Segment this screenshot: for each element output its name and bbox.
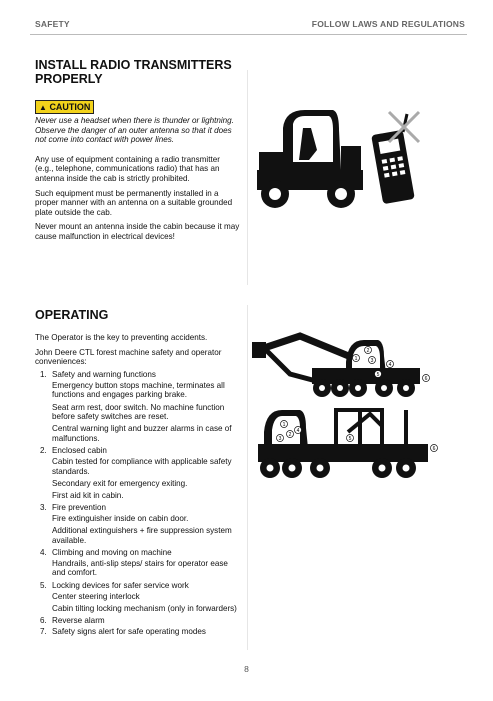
list-item [35,370,240,380]
list-item-number: 3. [40,502,47,512]
list-item-number: 4. [40,547,47,557]
list-item-number: 5. [40,580,47,590]
list-item-number: 2. [40,445,47,455]
list-item-title: Locking devices for safer service work [52,580,189,590]
list-item-detail: Additional extinguishers + fire suppression system available. [52,526,232,545]
title-line-2: PROPERLY [35,72,103,86]
list-item [35,503,240,513]
list-item [35,446,240,456]
harvester-icon [252,336,420,397]
section-operating [35,308,240,638]
list-item-number: 6. [40,615,47,625]
callout-5: 5 [348,435,352,442]
paragraph: Any use of equipment containing a radio transmitter (e.g., telephone, communications radio) that has an antenna inside the cab is strictly prohibited. [35,154,220,183]
list-item [35,581,240,591]
header-section-label: SAFETY [35,19,70,29]
callout-2: 2 [366,347,370,354]
list-item-title: Climbing and moving on machine [52,547,172,557]
callout-4: 4 [388,361,392,368]
callout-1: 1 [354,355,358,362]
list-item-detail: Fire extinguisher inside on cabin door. [52,514,189,523]
list-item-detail: Secondary exit for emergency exiting. [52,478,188,488]
list-item-title: Fire prevention [52,502,106,512]
list-item-number: 7. [40,626,47,636]
section-title [35,58,240,86]
column-divider [247,305,248,650]
list-item-detail: Cabin tested for compliance with applicable safety standards. [52,457,232,476]
list-item [35,616,240,626]
list-item-title: Enclosed cabin [52,445,107,455]
list-item-detail: First aid kit in cabin. [52,490,124,500]
page-number: 8 [244,664,249,674]
list-item-detail: Emergency button stops machine, terminates all functions and engages parking brake. [52,380,225,400]
title-line-1: INSTALL RADIO TRANSMITTERS [35,58,232,72]
callout-5: 5 [376,371,380,378]
intro-paragraph: John Deere CTL forest machine safety and operator conveniences: [35,347,222,367]
list-item-title: Reverse alarm [52,615,105,625]
header-divider [30,34,467,35]
warning-triangle-icon: ▲ [39,103,47,112]
paragraph: Such equipment must be permanently installed in a proper manner with an antenna on a suitable grounded plate outside the cab. [35,188,233,217]
intro-paragraph: The Operator is the key to preventing accidents. [35,333,208,342]
callout-6: 6 [432,445,436,452]
list-item-detail: Cabin tilting locking mechanism (only in forwarders) [52,603,237,613]
column-divider [247,70,248,285]
page-header [0,0,493,36]
forest-machine-cab-icon [257,110,363,208]
list-item [35,548,240,558]
list-item-number: 1. [40,369,47,379]
list-item-detail: Handrails, anti-slip steps/ stairs for operator ease and comfort. [52,558,228,578]
paragraph: Never mount an antenna inside the cabin because it may cause malfunction in electrical devices! [35,222,240,241]
callout-3: 3 [370,357,374,364]
list-item-title: Safety signs alert for safe operating modes [52,626,206,636]
section-radio-transmitters [35,58,240,247]
callout-4: 4 [296,427,300,434]
callout-1: 1 [282,421,286,428]
caution-label: CAUTION [49,102,91,112]
list-item-detail: Center steering interlock [52,591,140,601]
list-item-detail: Central warning light and buzzer alarms in case of malfunctions. [52,424,232,443]
list-item-detail: Seat arm rest, door switch. No machine function before safety switches are reset. [52,402,225,422]
callout-3: 3 [278,435,282,442]
section-title: OPERATING [35,308,109,322]
mobile-phone-icon [371,114,415,204]
caution-badge [35,100,94,114]
caution-text: Never use a headset when there is thunder or lightning. Observe the danger of an outer antenna so that it does not come into contact with power lines. [35,116,234,145]
list-item-title: Safety and warning functions [52,369,156,379]
list-item [35,627,240,637]
harvester-and-forwarder-illustration [250,328,440,478]
safety-features-list [35,370,240,637]
header-chapter-label: FOLLOW LAWS AND REGULATIONS [311,19,465,29]
callout-6: 6 [424,375,428,382]
machine-and-phone-illustration [255,100,425,212]
callout-2: 2 [288,431,292,438]
